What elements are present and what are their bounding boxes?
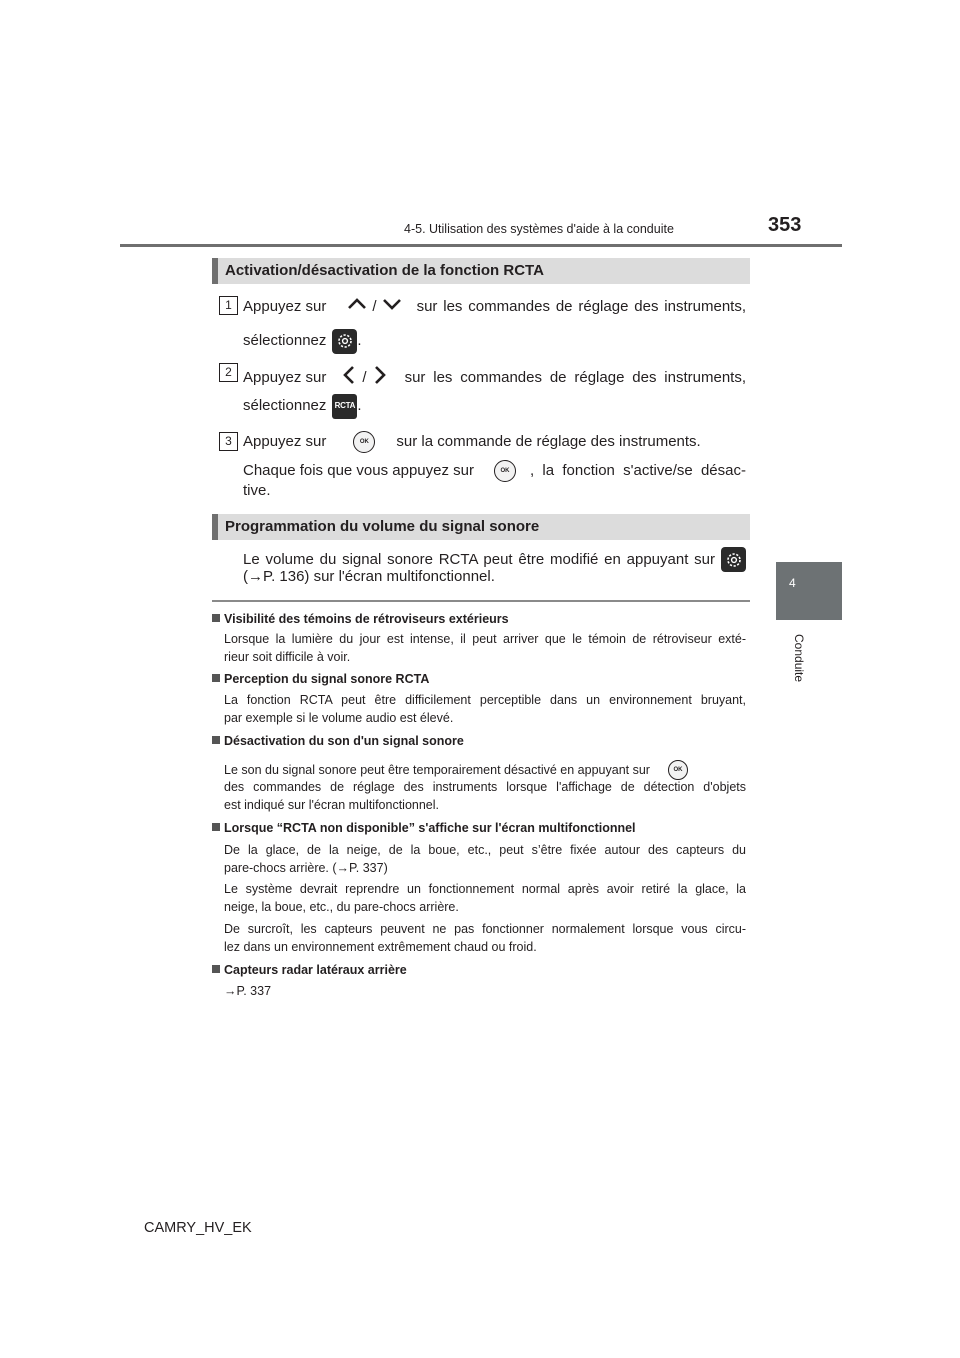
note-text: →P. 337 — [224, 984, 272, 998]
step-3-detail-line-2: tive. — [243, 482, 271, 499]
note-text: Le son du signal sonore peut être temporairement désactivé en appuyant sur OK — [224, 760, 746, 780]
ok-button-icon: OK — [668, 760, 688, 780]
note-text: rieur soit difficile à voir. — [224, 650, 351, 664]
section-heading-activation: Activation/désactivation de la fonction RCTA — [212, 258, 750, 284]
note-text: Lorsque la lumière du jour est intense, il peut arriver que le témoin de rétroviseur exté- — [224, 632, 746, 646]
note-title-deactivation: Désactivation du son d'un signal sonore — [212, 734, 464, 748]
ok-button-icon: OK — [353, 431, 375, 453]
model-code: CAMRY_HV_EK — [144, 1220, 252, 1236]
note-text: par exemple si le volume audio est élevé. — [224, 711, 454, 725]
step-1-line-1: Appuyez sur / sur les commandes de réglage des instruments, — [243, 298, 746, 315]
header-rule — [120, 244, 842, 247]
note-text: lez dans un environnement extrêmement chaud ou froid. — [224, 940, 537, 954]
step-number-3: 3 — [219, 432, 238, 451]
note-text: Le système devrait reprendre un fonctionnement normal après avoir retiré la glace, la — [224, 882, 746, 896]
step-2-line-2: sélectionnez RCTA . — [243, 392, 362, 420]
step-3-line-1: Appuyez sur OK sur la commande de réglage des instruments. — [243, 431, 701, 453]
note-text: De la glace, de la neige, de la boue, etc., peut s’être fixée autour des capteurs du — [224, 843, 746, 857]
page-number: 353 — [768, 214, 802, 236]
volume-text-line-2: (→P. 136) sur l'écran multifonctionnel. — [243, 568, 495, 585]
note-text: des commandes de réglage des instruments lorsque l'affichage de détection d'objets — [224, 780, 746, 794]
rcta-icon: RCTA — [332, 394, 357, 419]
step-1-line-2: sélectionnez . — [243, 327, 362, 355]
ok-button-icon: OK — [494, 460, 516, 482]
chapter-label: Conduite — [792, 634, 806, 683]
chapter-number: 4 — [789, 576, 796, 590]
chapter-tab[interactable] — [776, 562, 842, 620]
gear-icon — [332, 329, 357, 354]
note-text: De surcroît, les capteurs peuvent ne pas fonctionner normalement lorsque vous circu- — [224, 922, 746, 936]
chevron-up-icon — [346, 297, 368, 317]
chevron-left-icon — [342, 364, 356, 392]
step-number-2: 2 — [219, 363, 238, 382]
note-title-visibility: Visibilité des témoins de rétroviseurs extérieurs — [212, 612, 509, 626]
note-text: pare-chocs arrière. (→P. 337) — [224, 861, 388, 875]
step-2-line-1: Appuyez sur / sur les commandes de réglage des instruments, — [243, 364, 746, 392]
note-title-perception: Perception du signal sonore RCTA — [212, 672, 429, 686]
note-title-unavailable: Lorsque “RCTA non disponible” s'affiche sur l'écran multifonctionnel — [212, 821, 636, 835]
section-title: 4-5. Utilisation des systèmes d'aide à la conduite — [404, 222, 674, 236]
section-heading-volume: Programmation du volume du signal sonore — [212, 514, 750, 540]
step-3-detail-line-1: Chaque fois que vous appuyez sur OK , la fonction s'active/se désac- — [243, 460, 746, 482]
note-text: est indiqué sur l'écran multifonctionnel. — [224, 798, 440, 812]
volume-text-line-1: Le volume du signal sonore RCTA peut être modifié en appuyant sur — [243, 547, 746, 572]
divider — [212, 600, 750, 602]
step-number-1: 1 — [219, 296, 238, 315]
chevron-down-icon — [381, 297, 403, 317]
chevron-right-icon — [373, 364, 387, 392]
gear-icon — [721, 547, 746, 572]
note-title-radar: Capteurs radar latéraux arrière — [212, 963, 407, 977]
note-text: neige, la boue, etc., du pare-chocs arrière. — [224, 900, 459, 914]
note-text: La fonction RCTA peut être difficilement perceptible dans un environnement bruyant, — [224, 693, 746, 707]
